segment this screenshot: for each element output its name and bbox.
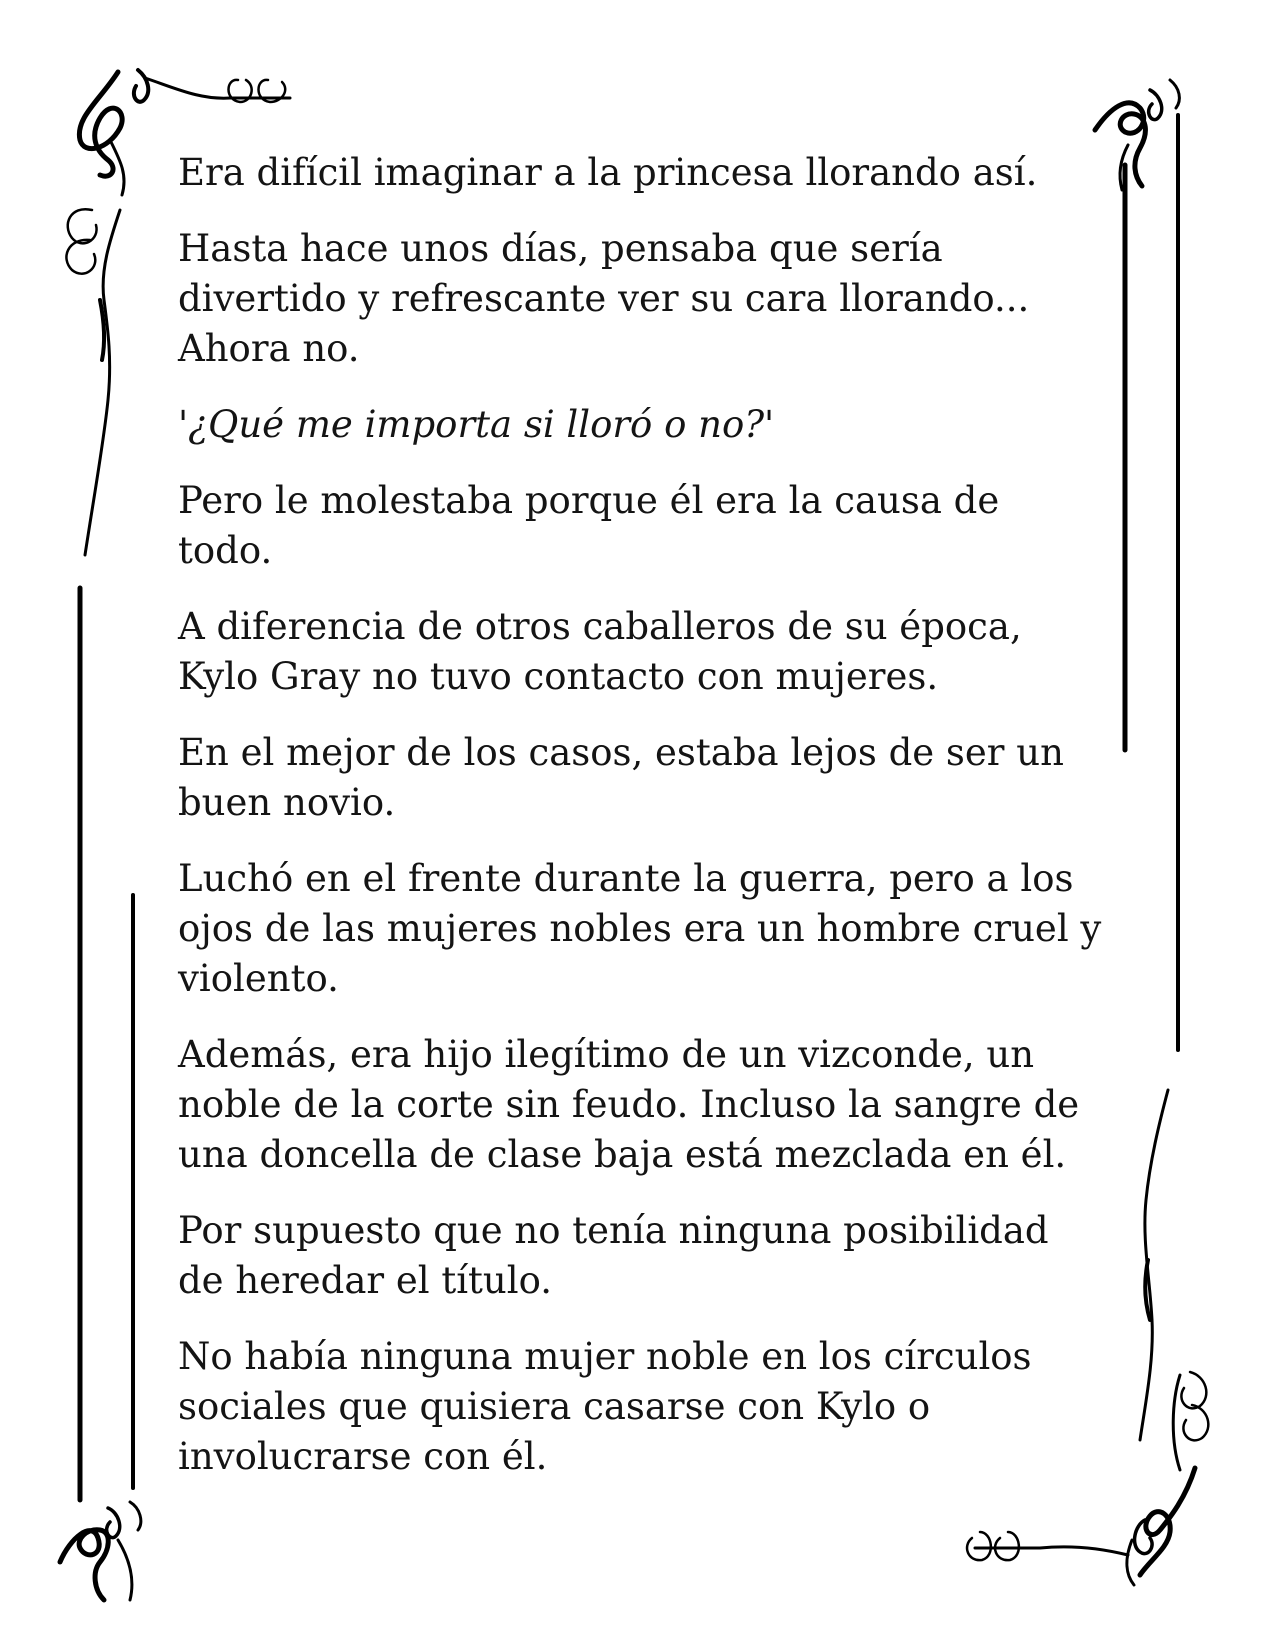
paragraph: Además, era hijo ilegítimo de un vizconde, un noble de la corte sin feudo. Incluso la sangre de una doncella de clase baja está mezclada en él.: [178, 1033, 1080, 1176]
left-border-lines: [80, 588, 133, 1500]
body-text: [178, 148, 1103, 1508]
right-swirl-flourish-icon: [1140, 1090, 1208, 1470]
bottom-left-flourish-icon: [60, 1502, 141, 1600]
paragraph: Era difícil imaginar a la princesa llorando así.: [178, 151, 1038, 194]
top-right-flourish-icon: [1095, 80, 1179, 190]
paragraph: Luchó en el frente durante la guerra, pero a los ojos de las mujeres nobles era un hombre cruel y violento.: [178, 857, 1102, 1000]
paragraph: Por supuesto que no tenía ninguna posibilidad de heredar el título.: [178, 1209, 1049, 1302]
paragraph: En el mejor de los casos, estaba lejos de ser un buen novio.: [178, 731, 1064, 824]
paragraph: Hasta hace unos días, pensaba que sería divertido y refrescante ver su cara llorando... Ahora no.: [178, 227, 1030, 370]
right-border-lines: [1125, 115, 1178, 1050]
paragraph: Pero le molestaba porque él era la causa de todo.: [178, 479, 1000, 572]
paragraph-thought: '¿Qué me importa si lloró o no?': [178, 403, 775, 446]
paragraph: A diferencia de otros caballeros de su época, Kylo Gray no tuvo contacto con mujeres.: [178, 605, 1022, 698]
paragraph: No había ninguna mujer noble en los círculos sociales que quisiera casarse con Kylo o involucrarse con él.: [178, 1335, 1032, 1478]
